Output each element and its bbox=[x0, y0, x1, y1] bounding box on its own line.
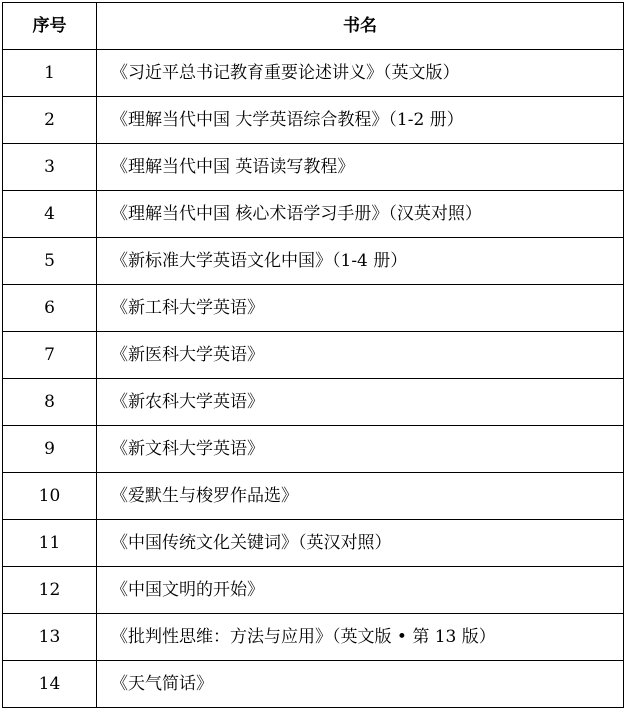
header-title: 书名 bbox=[97, 3, 624, 50]
row-index: 12 bbox=[3, 567, 97, 614]
row-title: 《新医科大学英语》 bbox=[97, 332, 624, 379]
row-index: 5 bbox=[3, 238, 97, 285]
row-title: 《习近平总书记教育重要论述讲义》（英文版） bbox=[97, 50, 624, 97]
row-index: 11 bbox=[3, 520, 97, 567]
table-row bbox=[3, 473, 624, 520]
book-list-table bbox=[2, 2, 624, 708]
table-row bbox=[3, 191, 624, 238]
table-row bbox=[3, 379, 624, 426]
book-list-table-container bbox=[2, 2, 623, 708]
table-row bbox=[3, 426, 624, 473]
table-row bbox=[3, 97, 624, 144]
table-row bbox=[3, 661, 624, 708]
row-index: 4 bbox=[3, 191, 97, 238]
table-row bbox=[3, 614, 624, 661]
row-index: 9 bbox=[3, 426, 97, 473]
table-row bbox=[3, 567, 624, 614]
header-index: 序号 bbox=[3, 3, 97, 50]
row-index: 13 bbox=[3, 614, 97, 661]
row-index: 1 bbox=[3, 50, 97, 97]
row-title: 《新农科大学英语》 bbox=[97, 379, 624, 426]
row-title: 《新文科大学英语》 bbox=[97, 426, 624, 473]
table-row bbox=[3, 332, 624, 379]
row-title: 《中国传统文化关键词》（英汉对照） bbox=[97, 520, 624, 567]
row-title: 《天气简话》 bbox=[97, 661, 624, 708]
table-row bbox=[3, 144, 624, 191]
row-title: 《新标准大学英语文化中国》（1-4 册） bbox=[97, 238, 624, 285]
row-index: 2 bbox=[3, 97, 97, 144]
row-title: 《新工科大学英语》 bbox=[97, 285, 624, 332]
row-index: 14 bbox=[3, 661, 97, 708]
row-title: 《批判性思维：方法与应用》（英文版 • 第 13 版） bbox=[97, 614, 624, 661]
row-index: 3 bbox=[3, 144, 97, 191]
row-title: 《理解当代中国 大学英语综合教程》（1-2 册） bbox=[97, 97, 624, 144]
row-index: 6 bbox=[3, 285, 97, 332]
row-index: 7 bbox=[3, 332, 97, 379]
table-row bbox=[3, 50, 624, 97]
row-title: 《理解当代中国 英语读写教程》 bbox=[97, 144, 624, 191]
row-title: 《理解当代中国 核心术语学习手册》（汉英对照） bbox=[97, 191, 624, 238]
table-row bbox=[3, 238, 624, 285]
row-title: 《爱默生与梭罗作品选》 bbox=[97, 473, 624, 520]
row-title: 《中国文明的开始》 bbox=[97, 567, 624, 614]
table-row bbox=[3, 285, 624, 332]
row-index: 8 bbox=[3, 379, 97, 426]
table-header-row bbox=[3, 3, 624, 50]
table-row bbox=[3, 520, 624, 567]
row-index: 10 bbox=[3, 473, 97, 520]
